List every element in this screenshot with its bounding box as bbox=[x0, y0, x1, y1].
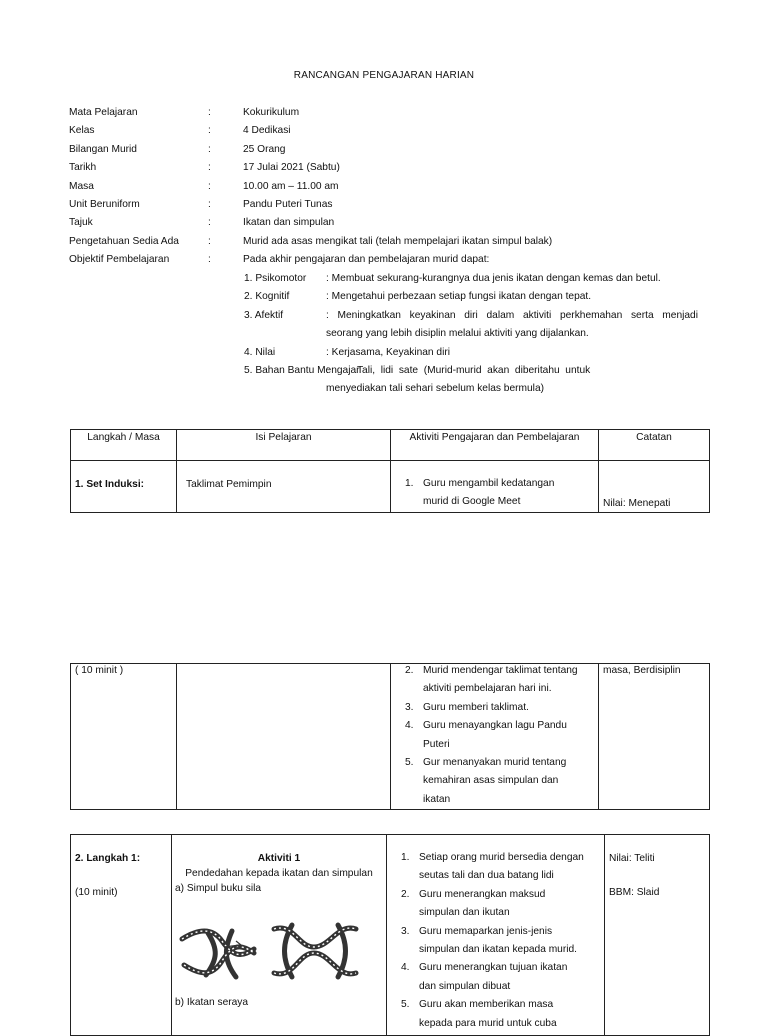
info-row-topic bbox=[69, 216, 709, 234]
activity-line: Guru memberi taklimat. bbox=[423, 701, 529, 713]
objective-value: : Mengetahui perbezaan setiap fungsi ikatan dengan tepat. bbox=[326, 291, 592, 303]
activity-cell bbox=[387, 835, 605, 1036]
list-item bbox=[387, 923, 604, 960]
info-value: Murid ada asas mengikat tali (telah mempelajari ikatan simpul balak) bbox=[243, 235, 553, 247]
objective-item-continued bbox=[244, 327, 698, 345]
activity-list bbox=[387, 835, 604, 1033]
info-value: 25 Orang bbox=[243, 143, 286, 155]
list-number: 1. bbox=[401, 852, 410, 863]
list-number: 4. bbox=[405, 720, 414, 732]
objective-item bbox=[244, 309, 698, 327]
activity-line: murid di Google Meet bbox=[423, 496, 521, 508]
info-colon: : bbox=[208, 217, 211, 229]
activity-line: kepada para murid untuk cuba bbox=[419, 1017, 557, 1029]
knot-b-label: b) Ikatan seraya bbox=[175, 997, 249, 1008]
info-value: Kokurikulum bbox=[243, 107, 300, 118]
knot-a-label: a) Simpul buku sila bbox=[175, 883, 262, 894]
objective-key: 5. Bahan Bantu Mengajar bbox=[244, 364, 360, 376]
objective-item bbox=[244, 272, 698, 290]
info-value: Pandu Puteri Tunas bbox=[243, 198, 333, 210]
objective-key: 1. Psikomotor bbox=[244, 273, 307, 284]
list-item bbox=[391, 699, 598, 717]
table-row bbox=[71, 461, 710, 513]
notes-cell bbox=[599, 461, 710, 513]
info-colon: : bbox=[208, 125, 211, 137]
content-cell bbox=[177, 664, 391, 810]
list-item bbox=[387, 996, 604, 1033]
info-label: Mata Pelajaran bbox=[69, 107, 138, 118]
step-cell bbox=[71, 835, 172, 1036]
list-item bbox=[391, 662, 598, 699]
info-value: 4 Dedikasi bbox=[243, 125, 291, 137]
info-row-class bbox=[69, 124, 709, 142]
objectives-list bbox=[244, 272, 698, 401]
content-label: Taklimat Pemimpin bbox=[186, 479, 272, 490]
info-colon: : bbox=[208, 107, 211, 118]
info-label: Tajuk bbox=[69, 217, 93, 229]
list-number: 4. bbox=[401, 962, 410, 974]
list-number: 1. bbox=[405, 478, 414, 489]
info-label: Pengetahuan Sedia Ada bbox=[69, 235, 179, 247]
list-number: 2. bbox=[401, 888, 410, 900]
list-item bbox=[391, 717, 598, 754]
activity-line: dan simpulan dibuat bbox=[419, 980, 511, 992]
time-label: ( 10 minit ) bbox=[75, 665, 124, 676]
info-label: Masa bbox=[69, 180, 94, 192]
activity-line: Setiap orang murid bersedia dengan bbox=[419, 852, 584, 863]
list-item bbox=[391, 475, 598, 512]
activity-line: Gur menanyakan murid tentang bbox=[423, 757, 567, 769]
objective-value: : Tali, lidi sate (Murid-murid akan diberitahu untuk bbox=[326, 364, 591, 376]
info-value: 10.00 am – 11.00 am bbox=[243, 180, 339, 192]
activity-subtitle: Pendedahan kepada ikatan dan simpulan bbox=[185, 868, 373, 879]
lesson-table-part-1 bbox=[70, 429, 710, 513]
activity-line: seutas tali dan dua batang lidi bbox=[419, 870, 554, 882]
info-value: Pada akhir pengajaran dan pembelajaran murid dapat: bbox=[243, 254, 490, 266]
info-value: Ikatan dan simpulan bbox=[243, 217, 335, 229]
objective-value: : Kerjasama, Keyakinan diri bbox=[326, 346, 451, 358]
activity-line: Guru menerangkan tujuan ikatan bbox=[419, 962, 568, 974]
info-colon: : bbox=[208, 162, 211, 174]
activity-list bbox=[391, 461, 598, 512]
activity-line: Guru memaparkan jenis-jenis bbox=[419, 925, 553, 937]
info-value: 17 Julai 2021 (Sabtu) bbox=[243, 162, 340, 174]
info-label: Bilangan Murid bbox=[69, 143, 137, 155]
step-cell bbox=[71, 664, 177, 810]
activity-line: Guru akan memberikan masa bbox=[419, 999, 554, 1011]
objective-item bbox=[244, 290, 698, 308]
activity-cell bbox=[391, 461, 599, 513]
step-label: 1. Set Induksi: bbox=[75, 479, 145, 490]
list-item bbox=[387, 959, 604, 996]
notes-cell bbox=[605, 835, 710, 1036]
content-cell bbox=[172, 835, 387, 1036]
info-row-unit bbox=[69, 198, 709, 216]
list-item bbox=[387, 849, 604, 886]
list-number: 3. bbox=[405, 701, 414, 713]
activity-line: Guru menerangkan maksud bbox=[419, 888, 546, 900]
lesson-info bbox=[69, 106, 709, 272]
info-row-students bbox=[69, 143, 709, 161]
objective-key: 4. Nilai bbox=[244, 346, 276, 358]
lesson-table-part-3 bbox=[70, 834, 710, 1036]
header-step: Langkah / Masa bbox=[71, 430, 177, 461]
content-cell bbox=[177, 461, 391, 513]
activity-line: Murid mendengar taklimat tentang bbox=[423, 665, 578, 676]
info-label: Tarikh bbox=[69, 162, 97, 174]
info-colon: : bbox=[208, 198, 211, 210]
objective-continuation: menyediakan tali sehari sebelum kelas bermula) bbox=[326, 383, 545, 395]
list-number: 5. bbox=[405, 757, 414, 769]
activity-cell bbox=[391, 664, 599, 810]
info-label: Kelas bbox=[69, 125, 95, 137]
activity-line: simpulan dan ikatan kepada murid. bbox=[419, 944, 578, 956]
info-colon: : bbox=[208, 254, 211, 266]
activity-line: ikatan bbox=[423, 793, 451, 805]
note-text: Nilai: Menepati bbox=[603, 498, 671, 509]
info-row-date bbox=[69, 161, 709, 179]
objective-item bbox=[244, 364, 698, 382]
header-activity: Aktiviti Pengajaran dan Pembelajaran bbox=[391, 430, 599, 461]
activity-list bbox=[391, 662, 598, 809]
info-colon: : bbox=[208, 180, 211, 192]
activity-title: Aktiviti 1 bbox=[257, 853, 301, 864]
info-colon: : bbox=[208, 235, 211, 247]
info-row-time bbox=[69, 180, 709, 198]
note-text: BBM: Slaid bbox=[609, 887, 660, 898]
activity-line: simpulan dan ikutan bbox=[419, 907, 510, 919]
info-row-subject bbox=[69, 106, 709, 124]
step-label: 2. Langkah 1: bbox=[75, 853, 141, 864]
objective-value: : Meningkatkan keyakinan diri dalam aktiviti perkhemahan serta menjadi bbox=[326, 309, 698, 321]
reef-knot-illustration-icon bbox=[268, 917, 362, 983]
objective-value: : Membuat sekurang-kurangnya dua jenis ikatan dengan kemas dan betul. bbox=[326, 273, 661, 284]
activity-line: Puteri bbox=[423, 738, 450, 750]
note-text: masa, Berdisiplin bbox=[603, 665, 681, 676]
info-label: Unit Beruniform bbox=[69, 198, 140, 210]
list-item bbox=[391, 754, 598, 809]
table-row bbox=[71, 835, 710, 1036]
list-number: 3. bbox=[401, 925, 410, 937]
page-title: RANCANGAN PENGAJARAN HARIAN bbox=[293, 70, 475, 81]
info-label: Objektif Pembelajaran bbox=[69, 254, 170, 266]
list-number: 2. bbox=[405, 665, 414, 676]
lesson-table-part-2 bbox=[70, 663, 710, 810]
objective-item-continued bbox=[244, 382, 698, 400]
objective-continuation: seorang yang lebih disiplin melalui aktiviti yang dijalankan. bbox=[326, 328, 589, 340]
table-header-row bbox=[71, 430, 710, 461]
table-row bbox=[71, 664, 710, 810]
info-row-objective bbox=[69, 253, 709, 271]
list-item bbox=[387, 886, 604, 923]
notes-cell bbox=[599, 664, 710, 810]
info-colon: : bbox=[208, 143, 211, 155]
objective-item bbox=[244, 346, 698, 364]
header-notes: Catatan bbox=[599, 430, 710, 461]
activity-line: kemahiran asas simpulan dan bbox=[423, 775, 559, 787]
info-row-prior-knowledge bbox=[69, 235, 709, 253]
header-content: Isi Pelajaran bbox=[177, 430, 391, 461]
time-label: (10 minit) bbox=[75, 887, 118, 898]
objective-key: 3. Afektif bbox=[244, 309, 284, 321]
list-number: 5. bbox=[401, 999, 410, 1011]
note-text: Nilai: Teliti bbox=[609, 853, 655, 864]
activity-line: Guru mengambil kedatangan bbox=[423, 478, 555, 489]
objective-key: 2. Kognitif bbox=[244, 291, 290, 303]
step-cell bbox=[71, 461, 177, 513]
activity-line: Guru menayangkan lagu Pandu bbox=[423, 720, 567, 732]
activity-line: aktiviti pembelajaran hari ini. bbox=[423, 683, 552, 695]
square-knot-illustration-icon bbox=[178, 919, 258, 985]
